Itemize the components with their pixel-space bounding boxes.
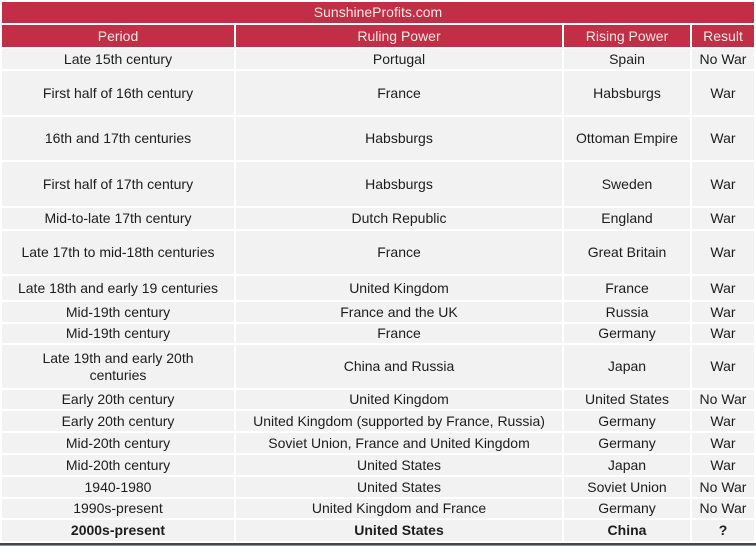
table-row <box>2 49 754 69</box>
table-row <box>2 231 754 274</box>
rising-power-cell: Germany <box>564 411 690 431</box>
rising-power-cell: Habsburgs <box>564 71 690 115</box>
period-cell: 1940-1980 <box>2 477 234 497</box>
result-cell: War <box>692 324 754 343</box>
rising-power-cell: Spain <box>564 49 690 69</box>
table-row <box>2 477 754 497</box>
period-cell: Mid-20th century <box>2 455 234 475</box>
table-row <box>2 324 754 343</box>
ruling-power-cell: United States <box>236 520 562 541</box>
ruling-power-cell: Dutch Republic <box>236 208 562 229</box>
ruling-power-cell: Portugal <box>236 49 562 69</box>
table-row <box>2 433 754 453</box>
bottom-border <box>0 543 756 546</box>
result-cell: War <box>692 411 754 431</box>
col-header-period: Period <box>2 25 234 47</box>
title-bar <box>2 2 754 23</box>
ruling-power-cell: Habsburgs <box>236 162 562 206</box>
rising-power-cell: China <box>564 520 690 541</box>
table-row <box>2 390 754 409</box>
table-row <box>2 345 754 388</box>
period-cell: Mid-19th century <box>2 324 234 343</box>
table-row <box>2 162 754 206</box>
table-body <box>2 49 754 541</box>
rising-power-cell: Soviet Union <box>564 477 690 497</box>
table-row <box>2 302 754 322</box>
period-cell: Early 20th century <box>2 390 234 409</box>
result-cell: War <box>692 455 754 475</box>
result-cell: War <box>692 433 754 453</box>
table-row <box>2 520 754 541</box>
table-row <box>2 499 754 518</box>
period-cell: Mid-20th century <box>2 433 234 453</box>
period-cell: Mid-to-late 17th century <box>2 208 234 229</box>
header-row <box>2 25 754 47</box>
col-header-ruling-power: Ruling Power <box>236 25 562 47</box>
table-row <box>2 411 754 431</box>
result-cell: War <box>692 345 754 388</box>
period-cell: Late 17th to mid-18th centuries <box>2 231 234 274</box>
result-cell: No War <box>692 390 754 409</box>
rising-power-cell: Great Britain <box>564 231 690 274</box>
result-cell: War <box>692 117 754 160</box>
table-row <box>2 71 754 115</box>
ruling-power-cell: Soviet Union, France and United Kingdom <box>236 433 562 453</box>
rising-power-cell: Germany <box>564 433 690 453</box>
rising-power-cell: Ottoman Empire <box>564 117 690 160</box>
col-header-rising-power: Rising Power <box>564 25 690 47</box>
result-cell: War <box>692 302 754 322</box>
period-cell: First half of 16th century <box>2 71 234 115</box>
result-cell: War <box>692 71 754 115</box>
table-row <box>2 208 754 229</box>
period-cell: Late 18th and early 19 centuries <box>2 276 234 300</box>
rising-power-cell: France <box>564 276 690 300</box>
period-cell: Late 15th century <box>2 49 234 69</box>
ruling-power-cell: China and Russia <box>236 345 562 388</box>
result-cell: ? <box>692 520 754 541</box>
history-table <box>0 23 756 543</box>
rising-power-cell: Germany <box>564 499 690 518</box>
site-title: SunshineProfits.com <box>313 4 443 20</box>
result-cell: War <box>692 231 754 274</box>
result-cell: War <box>692 276 754 300</box>
rising-power-cell: Sweden <box>564 162 690 206</box>
result-cell: War <box>692 162 754 206</box>
ruling-power-cell: United Kingdom (supported by France, Russia) <box>236 411 562 431</box>
table-row <box>2 276 754 300</box>
table-row <box>2 117 754 160</box>
table-row <box>2 455 754 475</box>
period-cell: 2000s-present <box>2 520 234 541</box>
table-graphic <box>0 2 756 553</box>
period-cell: Mid-19th century <box>2 302 234 322</box>
period-cell: Early 20th century <box>2 411 234 431</box>
period-cell: Late 19th and early 20th centuries <box>2 345 234 388</box>
ruling-power-cell: United States <box>236 455 562 475</box>
ruling-power-cell: United Kingdom <box>236 390 562 409</box>
col-header-result: Result <box>692 25 754 47</box>
result-cell: No War <box>692 477 754 497</box>
result-cell: No War <box>692 49 754 69</box>
ruling-power-cell: United Kingdom and France <box>236 499 562 518</box>
ruling-power-cell: United Kingdom <box>236 276 562 300</box>
ruling-power-cell: France <box>236 324 562 343</box>
period-cell: First half of 17th century <box>2 162 234 206</box>
ruling-power-cell: France and the UK <box>236 302 562 322</box>
period-cell: 16th and 17th centuries <box>2 117 234 160</box>
rising-power-cell: Japan <box>564 455 690 475</box>
ruling-power-cell: France <box>236 231 562 274</box>
result-cell: War <box>692 208 754 229</box>
ruling-power-cell: France <box>236 71 562 115</box>
rising-power-cell: Japan <box>564 345 690 388</box>
ruling-power-cell: United States <box>236 477 562 497</box>
rising-power-cell: Germany <box>564 324 690 343</box>
rising-power-cell: Russia <box>564 302 690 322</box>
period-cell: 1990s-present <box>2 499 234 518</box>
rising-power-cell: United States <box>564 390 690 409</box>
rising-power-cell: England <box>564 208 690 229</box>
result-cell: No War <box>692 499 754 518</box>
ruling-power-cell: Habsburgs <box>236 117 562 160</box>
